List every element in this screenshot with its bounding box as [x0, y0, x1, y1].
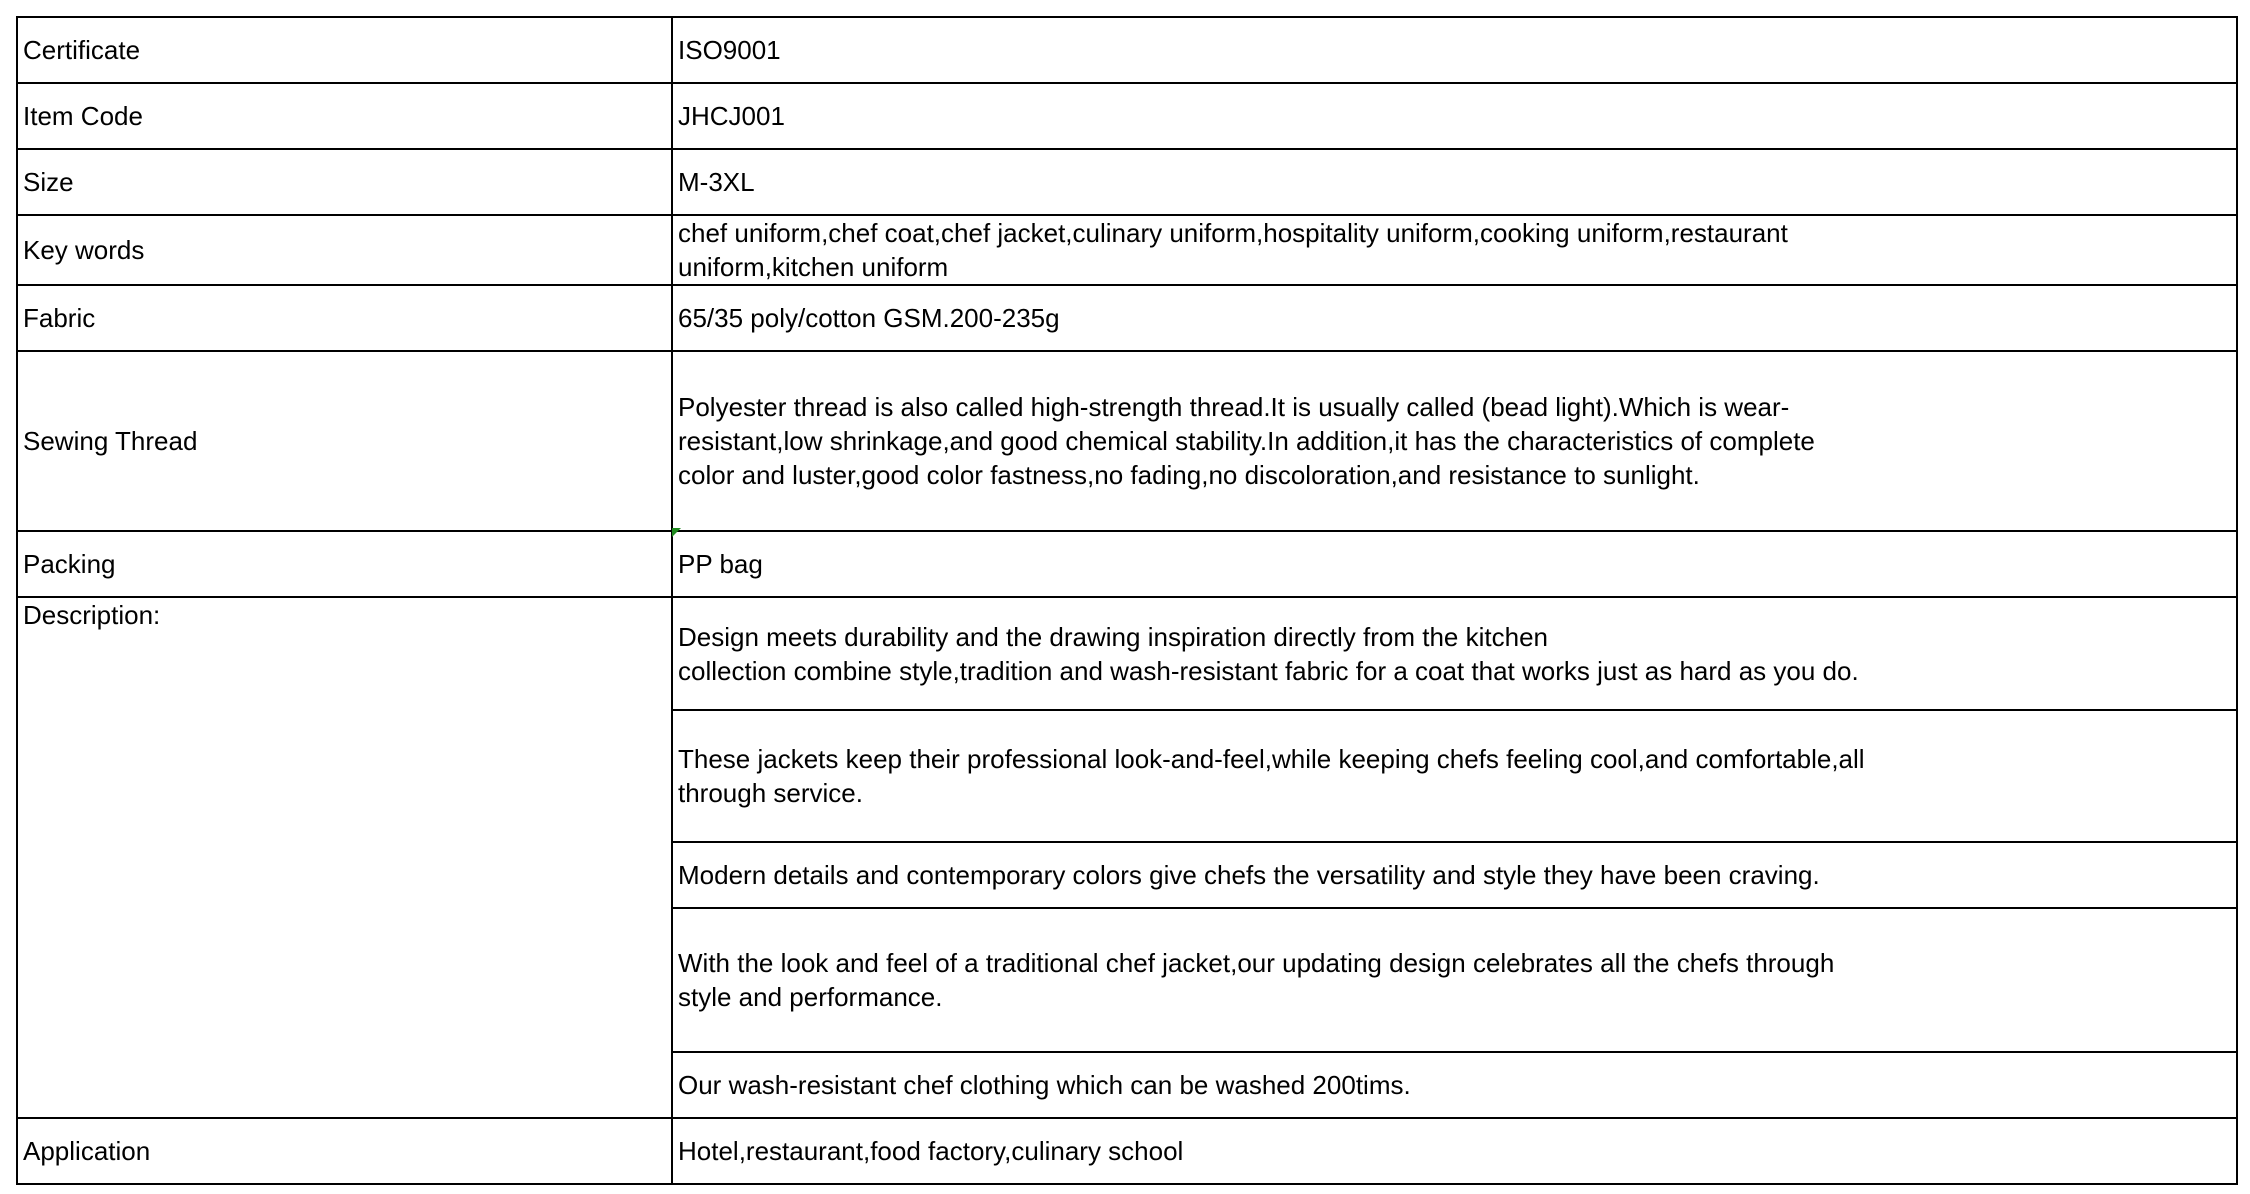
description-line: collection combine style,tradition and wash-resistant fabric for a coat that works just as hard as you do.	[678, 655, 1859, 686]
row-description-1	[17, 597, 2237, 710]
sewing-thread-line: resistant,low shrinkage,and good chemical stability.In addition,it has the characteristics of complete	[678, 426, 1815, 456]
row-item-code	[17, 83, 2237, 149]
description-line: Our wash-resistant chef clothing which can be washed 200tims.	[678, 1070, 1411, 1100]
key-words-line: chef uniform,chef coat,chef jacket,culinary uniform,hospitality uniform,cooking uniform,restaurant	[678, 218, 1788, 248]
label-sewing-thread: Sewing Thread	[17, 351, 672, 531]
label-key-words: Key words	[17, 215, 672, 285]
sewing-thread-line: Polyester thread is also called high-strength thread.It is usually called (bead light).Which is wear-	[678, 392, 1790, 422]
label-application: Application	[17, 1118, 672, 1184]
label-size: Size	[17, 149, 672, 215]
description-paragraph	[672, 597, 2237, 710]
value-size: M-3XL	[672, 149, 2237, 215]
label-packing: Packing	[17, 531, 672, 597]
description-line: With the look and feel of a traditional chef jacket,our updating design celebrates all the chefs through	[678, 948, 1835, 978]
value-sewing-thread	[672, 351, 2237, 531]
product-spec-table	[16, 16, 2238, 1185]
value-certificate: ISO9001	[672, 17, 2237, 83]
description-paragraph	[672, 908, 2237, 1052]
value-key-words	[672, 215, 2237, 285]
description-paragraph	[672, 710, 2237, 842]
label-description: Description:	[17, 597, 672, 1118]
description-line: Modern details and contemporary colors give chefs the versatility and style they have been craving.	[678, 860, 1820, 890]
row-packing	[17, 531, 2237, 597]
cell-comment-marker	[672, 528, 681, 537]
key-words-line: uniform,kitchen uniform	[678, 252, 949, 282]
label-certificate: Certificate	[17, 17, 672, 83]
description-paragraph	[672, 1052, 2237, 1118]
row-size	[17, 149, 2237, 215]
row-key-words	[17, 215, 2237, 285]
value-application: Hotel,restaurant,food factory,culinary school	[672, 1118, 2237, 1184]
description-paragraph	[672, 842, 2237, 908]
description-line: These jackets keep their professional look-and-feel,while keeping chefs feeling cool,and comfortable,all	[678, 744, 1865, 774]
row-fabric	[17, 285, 2237, 351]
value-packing: PP bag	[672, 531, 2237, 597]
sewing-thread-line: color and luster,good color fastness,no fading,no discoloration,and resistance to sunlight.	[678, 460, 1700, 490]
description-line: through service.	[678, 778, 863, 808]
row-sewing-thread	[17, 351, 2237, 531]
row-application	[17, 1118, 2237, 1184]
label-fabric: Fabric	[17, 285, 672, 351]
value-item-code: JHCJ001	[672, 83, 2237, 149]
value-fabric: 65/35 poly/cotton GSM.200-235g	[672, 285, 2237, 351]
description-line: Design meets durability and the drawing inspiration directly from the kitchen	[678, 621, 1548, 652]
description-line: style and performance.	[678, 982, 943, 1012]
row-certificate	[17, 17, 2237, 83]
label-item-code: Item Code	[17, 83, 672, 149]
